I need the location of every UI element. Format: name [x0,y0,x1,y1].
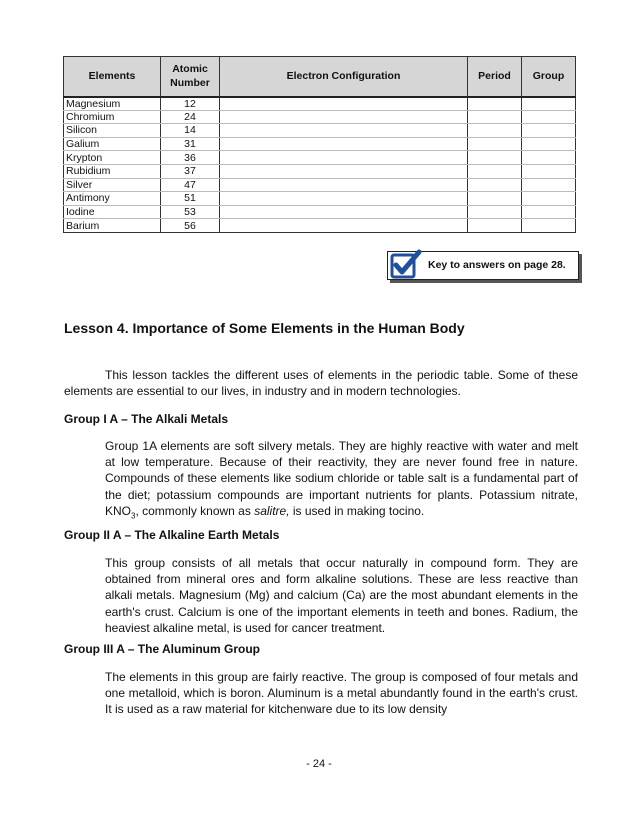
section-paragraph-aluminum: The elements in this group are fairly reactive. The group is composed of four metals and one metalloid, which is boron. Aluminum is a metal abundantly found in the earth's crust. It is used as a raw material for kitchenware due to its low density [105,670,578,717]
element-name-cell: Antimony [64,192,161,206]
atomic-number-cell: 12 [161,97,220,111]
answer-key-text: Key to answers on page 28. [428,259,566,271]
element-name-cell: Barium [64,219,161,233]
electron-config-cell[interactable] [220,124,468,138]
checkmark-icon [389,249,423,281]
group-cell[interactable] [522,97,576,111]
atomic-number-cell: 36 [161,151,220,165]
alkali-italic-term: salitre, [254,503,290,518]
header-electron-configuration: Electron Configuration [220,57,468,97]
atomic-number-cell: 56 [161,219,220,233]
section-heading-alkali: Group I A – The Alkali Metals [64,412,229,426]
electron-config-cell[interactable] [220,192,468,206]
table-row [64,151,576,165]
atomic-number-cell: 14 [161,124,220,138]
lesson-intro-paragraph: This lesson tackles the different uses of elements in the periodic table. Some of these elements are essential to our lives, in industry and in modern technologies. [64,368,578,399]
group-cell[interactable] [522,178,576,192]
header-period: Period [468,57,522,97]
period-cell[interactable] [468,192,522,206]
element-name-cell: Magnesium [64,97,161,111]
electron-config-cell[interactable] [220,137,468,151]
table-row [64,164,576,178]
period-cell[interactable] [468,151,522,165]
period-cell[interactable] [468,219,522,233]
electron-config-cell[interactable] [220,178,468,192]
atomic-number-cell: 53 [161,205,220,219]
period-cell[interactable] [468,164,522,178]
alkali-text-end: is used in making tocino. [289,503,425,518]
group-cell[interactable] [522,124,576,138]
table-row [64,219,576,233]
electron-config-cell[interactable] [220,97,468,111]
section-paragraph-alkali [105,438,578,524]
table-row [64,178,576,192]
period-cell[interactable] [468,124,522,138]
group-cell[interactable] [522,151,576,165]
period-cell[interactable] [468,178,522,192]
table-row [64,137,576,151]
electron-config-cell[interactable] [220,151,468,165]
table-row [64,124,576,138]
header-atomic-line2: Number [170,77,210,90]
alkali-subscript: 3 [131,511,136,521]
group-cell[interactable] [522,205,576,219]
atomic-number-cell: 24 [161,110,220,124]
element-name-cell: Silver [64,178,161,192]
section-heading-alkaline-earth: Group II A – The Alkaline Earth Metals [64,528,280,542]
atomic-number-cell: 31 [161,137,220,151]
element-name-cell: Silicon [64,124,161,138]
elements-table [63,56,576,233]
group-cell[interactable] [522,164,576,178]
header-atomic-number [161,57,220,97]
table-row [64,97,576,111]
table-header-row [64,57,576,97]
electron-config-cell[interactable] [220,219,468,233]
page-number: - 24 - [306,758,332,770]
header-group: Group [522,57,576,97]
electron-config-cell[interactable] [220,205,468,219]
atomic-number-cell: 47 [161,178,220,192]
table-row [64,110,576,124]
alkali-text-mid: , commonly known as [135,503,255,518]
group-cell[interactable] [522,192,576,206]
element-name-cell: Rubidium [64,164,161,178]
element-name-cell: Iodine [64,205,161,219]
answer-key-note [387,251,579,280]
table-row [64,205,576,219]
period-cell[interactable] [468,110,522,124]
section-paragraph-alkaline-earth: This group consists of all metals that occur naturally in compound form. They are obtained from mineral ores and form alkaline solutions. These are less reactive than alkali metals. Magnesium (Mg) and calcium (Ca) are the most abundant elements in the earth's crust. Calcium is one of the important elements in teeth and bones. Radium, the heaviest alkaline metal, is used for cancer treatment. [105,556,578,635]
element-name-cell: Galium [64,137,161,151]
section-heading-aluminum: Group III A – The Aluminum Group [64,642,260,656]
atomic-number-cell: 37 [161,164,220,178]
period-cell[interactable] [468,97,522,111]
group-cell[interactable] [522,137,576,151]
atomic-number-cell: 51 [161,192,220,206]
period-cell[interactable] [468,205,522,219]
header-elements: Elements [64,57,161,97]
period-cell[interactable] [468,137,522,151]
header-atomic-line1: Atomic [172,63,208,76]
element-name-cell: Chromium [64,110,161,124]
electron-config-cell[interactable] [220,110,468,124]
group-cell[interactable] [522,219,576,233]
group-cell[interactable] [522,110,576,124]
element-name-cell: Krypton [64,151,161,165]
electron-config-cell[interactable] [220,164,468,178]
table-row [64,192,576,206]
lesson-title: Lesson 4. Importance of Some Elements in the Human Body [64,320,465,336]
alkali-text-before: Group 1A elements are soft silvery metals. They are highly reactive with water and melt at low temperature. Because of their reactivity, they are never found free in nature. Compounds of these elements like sodium chloride or table salt is a fundamental part of the diet; potassium compounds are important nutrients for plants. Potassium nitrate, KNO [105,439,578,518]
